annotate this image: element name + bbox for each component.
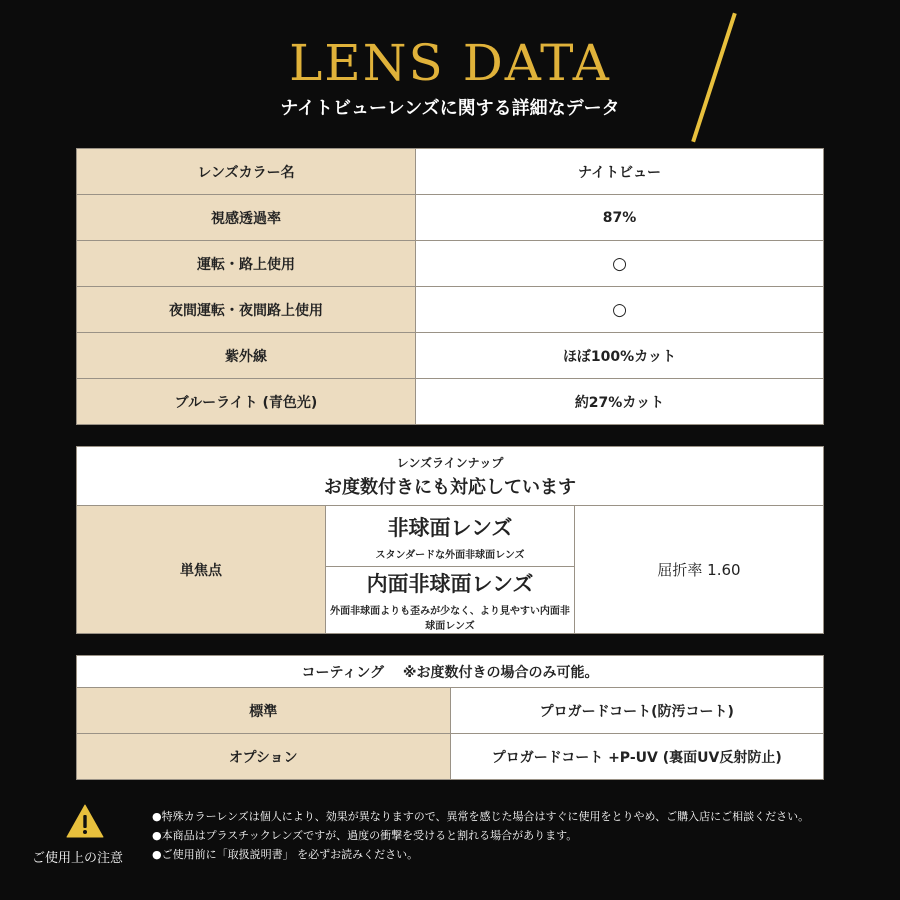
spec-value: ○	[416, 241, 824, 287]
lens-spec-table	[76, 148, 824, 425]
spec-label: 紫外線	[77, 333, 416, 379]
coating-label: オプション	[77, 734, 451, 780]
table-row	[77, 149, 824, 195]
lens-name: 内面非球面レンズ	[366, 572, 534, 596]
table-row	[77, 195, 824, 241]
lineup-category: 単焦点	[77, 506, 326, 634]
coating-value: プロガードコート(防汚コート)	[450, 688, 824, 734]
spec-value: 約27%カット	[416, 379, 824, 425]
lens-desc: 外面非球面よりも歪みが少なく、より見やすい内面非球面レンズ	[330, 606, 570, 632]
table-row	[77, 688, 824, 734]
spec-label: 視感透過率	[77, 195, 416, 241]
caution-note: ●ご使用前に「取扱説明書」 を必ずお読みください。	[152, 848, 419, 861]
spec-label: ブルーライト (青色光)	[77, 379, 416, 425]
caution-notes	[152, 807, 809, 864]
spec-label: レンズカラー名	[77, 149, 416, 195]
lineup-title-small: レンズラインナップ	[396, 455, 504, 470]
spec-value: ほぼ100%カット	[416, 333, 824, 379]
warning-triangle-icon	[66, 804, 104, 838]
lineup-header	[77, 447, 824, 506]
table-row	[77, 287, 824, 333]
table-row	[77, 506, 824, 567]
table-row	[77, 333, 824, 379]
page-title: LENS DATA	[289, 34, 611, 92]
coating-table	[76, 655, 824, 780]
lens-lineup-table	[76, 446, 824, 634]
page-subtitle: ナイトビューレンズに関する詳細なデータ	[280, 98, 620, 119]
spec-value: 87%	[416, 195, 824, 241]
table-row	[77, 734, 824, 780]
coating-value: プロガードコート +P-UV (裏面UV反射防止)	[450, 734, 824, 780]
lens-option	[326, 567, 575, 634]
table-row	[77, 379, 824, 425]
spec-value: ナイトビュー	[416, 149, 824, 195]
caution-label: ご使用上の注意	[32, 851, 124, 866]
refraction-index: 屈折率 1.60	[575, 506, 824, 634]
coating-header: コーティング ※お度数付きの場合のみ可能。	[77, 656, 824, 688]
table-row	[77, 241, 824, 287]
lineup-title-large: お度数付きにも対応しています	[324, 476, 576, 498]
lens-option	[326, 506, 575, 567]
spec-label: 運転・路上使用	[77, 241, 416, 287]
spec-value: ○	[416, 287, 824, 333]
lens-name: 非球面レンズ	[387, 515, 513, 540]
coating-label: 標準	[77, 688, 451, 734]
spec-label: 夜間運転・夜間路上使用	[77, 287, 416, 333]
caution-note: ●特殊カラーレンズは個人により、効果が異なりますので、異常を感じた場合はすぐに使用をとりやめ、ご購入店にご相談ください。	[152, 810, 810, 823]
caution-note: ●本商品はプラスチックレンズですが、過度の衝撃を受けると割れる場合があります。	[152, 829, 578, 842]
lens-desc: スタンダードな外面非球面レンズ	[375, 549, 525, 561]
